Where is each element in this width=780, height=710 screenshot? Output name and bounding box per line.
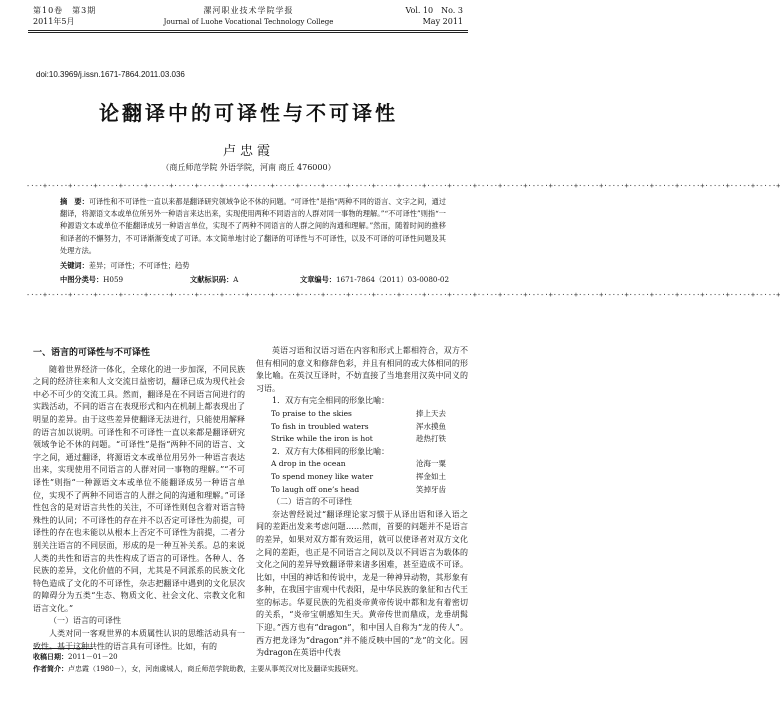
section-heading: 一、语言的可译性与不可译性 [33, 348, 151, 358]
paragraph: 奈达曾经说过“翻译理论家习惯于从译出语和译入语之间的差距出发来考虑问题……然而，首要的问题并不是语言的差异，如果对双方都有效运用，就可以使译者对双方文化之间的差距，也正是不同语言之间以及以不同语言为载体的文化之间的差异导致翻译带来诸多困难，甚至造成不可译。比如，中国的神话和传说中，龙是一种神异动物，其形象有多种，在我国宇宙观中代表阳，是中华民族的象征和古代王室的标志。华夏民族的先祖炎帝黄帝传说中都和龙有着密切的关系，“炎帝宝朝感知生天。黄帝传世而鼎成，龙垂胡髯下迎。”西方也有“dragon”，和中国人自称为“龙的传人”。西方把龙译为“dragon”并不能反映中国的“龙”的文化。因为dragon在英语中代表 [256, 509, 468, 658]
paragraph: 随着世界经济一体化，全球化的进一步加深，不同民族之间的经济往来和人文交流日益密切，翻译已成为现代社会中必不可少的交流工具。然而，翻译是在不同语言间进行的实践活动，不同的语言在表现形式和内在机制上都表现出了明显的差异。由于这些差异使翻译无法进行，只能使用解释的语言加以说明。可译性和不可译性一直以来都是翻译研究领域争论不休的问题。“可译性”是指“两种不同的语言、文字之间，通过翻译，将源语文本或单位用另外一种语言表达出来，实现使用不同语言的人群对同一事物的理解。”“不可译性”则指“一种源语文本或单位不能翻译成另一种语言单位，实现不了两种不同语言的人群之间的沟通和理解。”可译性包含的是对语言共性的关注，不可译性则包含着对语言特殊性的认同；不可译性的存在并不以否定可译性为前提，可译性的存在也未能以从根本上否定不可译性为前提，二者分别关注语言的不同层面，形成的是一种互补关系。总的来说人类的共性和语言的共性构成了语言的可译性。各种人、各民族的差异，文化价值的不同，尤其是不同派系的民族文化特色造成了文化的不可译性，杂志把翻译中遇到的文化层次的障碍分为五类“生态、物质文化、社会文化、宗教文化和语言文化。” [33, 364, 245, 613]
subsection-heading: （二）语言的不可译性 [272, 497, 352, 507]
keywords [60, 261, 450, 271]
list-title: 1．双方有完全相同的形象比喻： [272, 396, 390, 406]
header-volume-en: Vol. 10 No. 3 [405, 6, 463, 15]
header-date-en: May 2011 [422, 17, 463, 26]
header-journal-en: Journal of Luohe Vocational Technology College [163, 18, 334, 26]
doi: doi:10.3969/j.issn.1671-7864.2011.03.036 [36, 70, 185, 79]
paragraph: 人类对同一客观世界的本质属性认识的思维活动具有一致性。基于这种共性的语言具有可译性。比如，有的 [33, 629, 245, 651]
footnote-author-bio: 作者简介：卢忠霞（1980－），女，河南虞城人，商丘师范学院助教，主要从事英汉对比及翻译实践研究。 [33, 664, 363, 673]
example-row: To fish in troubled waters 浑水摸鱼 [271, 421, 446, 431]
ornament-rule-top: -·-·+·-·-·+·-·-·+·-·-·+·-·-·+·-·-·+·-·-·+·-·-·+·-·-·+·-·-·+·-·-·+·-·-·+·-·-·+·-·-·+·-·-·+·-·-·+·-·-·+·-·-·+·-·-·+·-·-·+·-·-·+·-·-·+·-·-·+·-·-·+·-·-·+·-·-·+·-·-·+·-·-·+·-·-·+·-·-·+ [26, 182, 780, 190]
example-row: A drop in the ocean 沧海一粟 [271, 459, 446, 469]
keywords-text: 差异；可译性；不可译性；趋势 [88, 261, 190, 270]
header-volume-cn: 第10卷 第3期 [33, 6, 97, 15]
document-code: 文献标识码：A [190, 275, 239, 284]
example-row: Strike while the iron is hot 趁热打铁 [271, 434, 446, 444]
article-author: 卢忠霞 [222, 144, 274, 159]
right-column [256, 345, 468, 660]
abstract-label: 摘 要： [60, 197, 89, 206]
header-journal-cn: 漯河职业技术学院学报 [203, 6, 294, 15]
example-row: To praise to the skies 捧上天去 [271, 408, 446, 418]
list-title: 2．双方有大体相同的形象比喻： [272, 446, 390, 456]
clc-number: 中图分类号：H059 [60, 275, 124, 284]
example-row: To laugh off one’s head 笑掉牙齿 [271, 484, 446, 494]
article-title: 论翻译中的可译性与不可译性 [99, 101, 398, 125]
paragraph: 英语习语和汉语习语在内容和形式上都相符合，双方不但有相同的意义和修辞色彩，并且有相同的或大体相同的形象比喻。在英汉互译时，不妨直接了当地套用汉英中同义的习语。 [256, 346, 468, 393]
footnote-rule [33, 648, 93, 649]
header-date-cn: 2011年5月 [33, 17, 75, 26]
ornament-rule-bottom: -·-·+·-·-·+·-·-·+·-·-·+·-·-·+·-·-·+·-·-·+·-·-·+·-·-·+·-·-·+·-·-·+·-·-·+·-·-·+·-·-·+·-·-·+·-·-·+·-·-·+·-·-·+·-·-·+·-·-·+·-·-·+·-·-·+·-·-·+·-·-·+·-·-·+·-·-·+·-·-·+·-·-·+·-·-·+·-·-·+ [26, 291, 780, 299]
header-rule [28, 30, 468, 31]
article-number: 文章编号：1671-7864（2011）03-0080-02 [300, 275, 450, 284]
header-rule-2 [28, 32, 468, 33]
footnote-received: 收稿日期：2011－01－20 [33, 652, 118, 661]
subsection-heading: （一）语言的可译性 [49, 616, 121, 626]
author-affiliation: （商丘师范学院 外语学院，河南 商丘 476000） [161, 163, 336, 172]
abstract-text: 可译性和不可译性一直以来都是翻译研究领域争论不休的问题。“可译性”是指“两种不同的语言、文字之间，通过翻译，将源语文本或单位所另外一种语言来达出来，实现使用两种不同语言的人群对同一事物的理解。”“不可译性”则指“一种源语文本或单位不能翻译成另一种语言单位，实现不了两种不同语言的人群之间的沟通和理解。”然而，随着时间的推移和译者的不懈努力，不可译渐渐变成了可译。本文简单地讨论了翻译的可译性与不可译性，以及不可译的可译性问题及其处理方法。 [60, 197, 446, 255]
example-row: To spend money like water 挥金如土 [271, 471, 446, 481]
keywords-label: 关键词： [60, 261, 89, 270]
left-column [33, 345, 245, 653]
abstract [60, 196, 446, 257]
